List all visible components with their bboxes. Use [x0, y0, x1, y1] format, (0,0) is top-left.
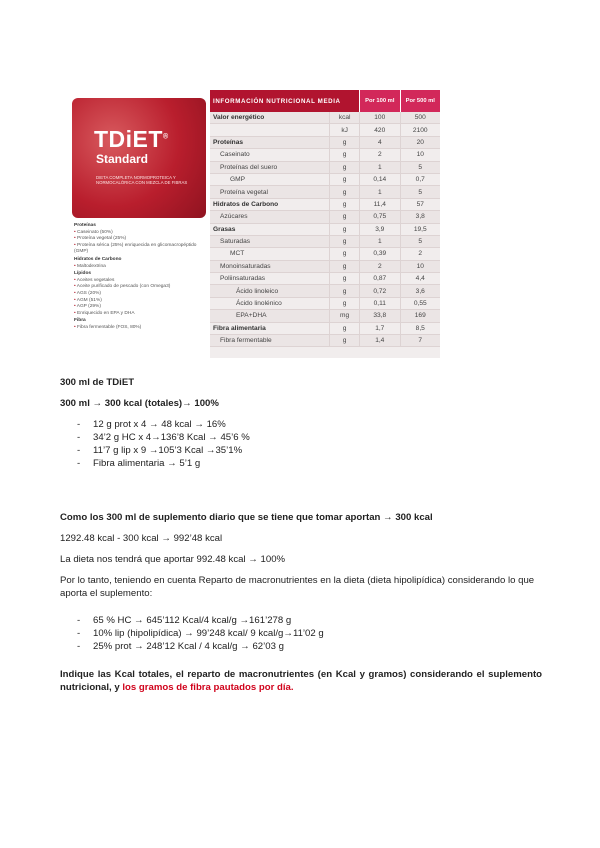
composition-heading: Lípidos [74, 271, 92, 277]
table-cell-v500: 5 [400, 186, 440, 198]
nutrition-table [210, 90, 440, 347]
brand-logo: TDiET® [94, 126, 169, 152]
composition-item: • AGM (51%) [74, 298, 206, 305]
table-cell-name: Grasas [210, 223, 330, 235]
table-row [210, 285, 440, 297]
table-cell-unit: g [330, 173, 360, 185]
table-cell-v100: 2 [360, 260, 401, 272]
reparto-intro: Por lo tanto, teniendo en cuenta Reparto de macronutrientes en la dieta (dieta hipolipídica) considerando lo que aporta el suplemento: [60, 575, 535, 599]
product-figure [66, 90, 440, 358]
table-cell-unit: g [330, 285, 360, 297]
table-row [210, 173, 440, 185]
table-cell-name: Proteínas [210, 136, 330, 148]
table-cell-name: Monoinsaturadas [210, 260, 330, 272]
table-cell-unit: g [330, 198, 360, 210]
table-cell-v500: 2100 [400, 124, 440, 136]
table-row [210, 198, 440, 210]
table-cell-v500: 20 [400, 136, 440, 148]
table-cell-unit: g [330, 273, 360, 285]
table-cell-v100: 3,9 [360, 223, 401, 235]
reparto-list [60, 614, 542, 653]
table-cell-v500: 5 [400, 235, 440, 247]
table-cell-v100: 2 [360, 149, 401, 161]
table-cell-name: Ácido linoleico [210, 285, 330, 297]
table-cell-v100: 0,72 [360, 285, 401, 297]
nutrition-table-panel [210, 90, 440, 358]
table-cell-unit: mg [330, 310, 360, 322]
table-row [210, 248, 440, 260]
composition-item: • Aceites vegetales [74, 278, 206, 285]
breakdown-list [60, 418, 542, 470]
composition-item: • AGS (20%) [74, 291, 206, 298]
table-cell-unit: g [330, 297, 360, 309]
col-header-500ml: Por 500 ml [400, 90, 440, 112]
table-cell-unit: g [330, 161, 360, 173]
table-row [210, 335, 440, 347]
list-item: - 10% lip (hipolipídica) → 99’248 kcal/ 9 kcal/g→11’02 g [60, 627, 542, 640]
composition-item: • Enriquecido en EPA y DHA [74, 311, 206, 318]
table-cell-name: Saturadas [210, 235, 330, 247]
table-row [210, 297, 440, 309]
table-cell-name: Proteína vegetal [210, 186, 330, 198]
composition-heading: Hidratos de Carbono [74, 256, 122, 262]
table-cell-v100: 1,7 [360, 322, 401, 334]
table-cell-unit: g [330, 322, 360, 334]
list-item: - 11’7 g lip x 9 →105’3 Kcal →35’1% [60, 444, 542, 457]
table-row [210, 211, 440, 223]
table-cell-v500: 3,8 [400, 211, 440, 223]
table-cell-v100: 100 [360, 112, 401, 124]
table-cell-name: Ácido linolénico [210, 297, 330, 309]
table-row [210, 260, 440, 272]
table-cell-v100: 33,8 [360, 310, 401, 322]
list-item: - 34’2 g HC x 4→136’8 Kcal → 45’6 % [60, 431, 542, 444]
table-title: INFORMACIÓN NUTRICIONAL MEDIA [210, 90, 360, 112]
product-line: Standard [96, 152, 149, 166]
list-item: - 65 % HC → 645’112 Kcal/4 kcal/g →161’278 g [60, 614, 542, 627]
table-cell-v100: 0,11 [360, 297, 401, 309]
table-cell-name: Fibra alimentaria [210, 322, 330, 334]
table-cell-unit: g [330, 186, 360, 198]
table-row [210, 149, 440, 161]
product-panel [66, 90, 208, 358]
table-cell-v100: 0,14 [360, 173, 401, 185]
table-cell-unit: g [330, 136, 360, 148]
table-cell-v500: 0,55 [400, 297, 440, 309]
table-cell-v100: 1 [360, 235, 401, 247]
table-cell-v100: 11,4 [360, 198, 401, 210]
table-cell-unit: g [330, 335, 360, 347]
table-cell-name: GMP [210, 173, 330, 185]
table-cell-v500: 5 [400, 161, 440, 173]
list-item: - 12 g prot x 4 → 48 kcal → 16% [60, 418, 542, 431]
table-cell-name: Poliinsaturadas [210, 273, 330, 285]
table-row [210, 273, 440, 285]
composition-item: • Proteína sérica (25%) enriquecida en glicomacropéptido (GMP) [74, 243, 206, 256]
product-description: DIETA COMPLETA NORMOPROTEICA Y NORMOCALÓRICA CON MEZCLA DE FIBRAS [96, 175, 188, 186]
table-row [210, 136, 440, 148]
table-cell-v100: 4 [360, 136, 401, 148]
table-row [210, 124, 440, 136]
table-cell-unit: g [330, 149, 360, 161]
table-cell-unit: g [330, 248, 360, 260]
table-cell-name: Caseinato [210, 149, 330, 161]
table-cell-v500: 7 [400, 335, 440, 347]
table-cell-v500: 57 [400, 198, 440, 210]
table-cell-v500: 19,5 [400, 223, 440, 235]
table-cell-v500: 10 [400, 149, 440, 161]
composition-item: • Maltodextrina [74, 264, 206, 271]
table-cell-name: Valor energético [210, 112, 330, 124]
table-cell-v500: 169 [400, 310, 440, 322]
table-cell-name: Proteínas del suero [210, 161, 330, 173]
diet-line: La dieta nos tendrá que aportar 992.48 kcal → 100% [60, 554, 286, 565]
fiber-highlight: los gramos de fibra pautados por día. [122, 682, 294, 693]
table-row [210, 112, 440, 124]
table-row [210, 161, 440, 173]
table-cell-name: Hidratos de Carbono [210, 198, 330, 210]
composition-item: • Aceite purificado de pescado (con Omega3) [74, 284, 206, 291]
table-cell-v100: 420 [360, 124, 401, 136]
table-cell-v100: 1 [360, 161, 401, 173]
composition-item: • AGP (29%) [74, 304, 206, 311]
supplement-line: Como los 300 ml de suplemento diario que se tiene que tomar aportan → 300 kcal [60, 512, 433, 523]
table-cell-unit: g [330, 211, 360, 223]
table-cell-v100: 0,75 [360, 211, 401, 223]
table-cell-v500: 8,5 [400, 322, 440, 334]
table-cell-unit: g [330, 223, 360, 235]
table-cell-v100: 1 [360, 186, 401, 198]
table-cell-name: Fibra fermentable [210, 335, 330, 347]
table-cell-unit: g [330, 260, 360, 272]
table-cell-v500: 4,4 [400, 273, 440, 285]
table-cell-name [210, 124, 330, 136]
col-header-100ml: Por 100 ml [360, 90, 401, 112]
table-row [210, 223, 440, 235]
composition-item: • Caseinato (50%) [74, 230, 206, 237]
total-line: 300 ml → 300 kcal (totales)→ 100% [60, 398, 219, 409]
list-item: - 25% prot → 248’12 Kcal / 4 kcal/g → 62’03 g [60, 640, 542, 653]
table-cell-v100: 0,87 [360, 273, 401, 285]
table-cell-name: MCT [210, 248, 330, 260]
table-cell-unit: kJ [330, 124, 360, 136]
notes-heading: 300 ml de TDiET [60, 377, 135, 388]
table-cell-name: EPA+DHA [210, 310, 330, 322]
assignment-question: Indique las Kcal totales, el reparto de macronutrientes (en Kcal y gramos) considerando el suplemento nutricional, y los gramos de fibra pautados por día. [60, 669, 542, 693]
composition-heading: Fibra [74, 318, 86, 324]
table-row [210, 322, 440, 334]
table-cell-unit: kcal [330, 112, 360, 124]
table-row [210, 186, 440, 198]
composition-item: • Fibra fermentable (FOS, 80%) [74, 325, 206, 332]
table-row [210, 310, 440, 322]
table-cell-unit: g [330, 235, 360, 247]
table-cell-v100: 1,4 [360, 335, 401, 347]
table-cell-v500: 3,6 [400, 285, 440, 297]
product-box [72, 98, 206, 218]
table-cell-v500: 500 [400, 112, 440, 124]
table-cell-v500: 0,7 [400, 173, 440, 185]
subtraction-line: 1292.48 kcal - 300 kcal → 992’48 kcal [60, 533, 223, 544]
table-cell-v500: 10 [400, 260, 440, 272]
composition-heading: Proteínas [74, 223, 96, 228]
composition-item: • Proteína vegetal (25%) [74, 236, 206, 243]
list-item: - Fibra alimentaria → 5’1 g [60, 457, 542, 470]
table-cell-v500: 2 [400, 248, 440, 260]
composition-list [74, 222, 206, 332]
table-cell-name: Azúcares [210, 211, 330, 223]
table-cell-v100: 0,39 [360, 248, 401, 260]
table-row [210, 235, 440, 247]
